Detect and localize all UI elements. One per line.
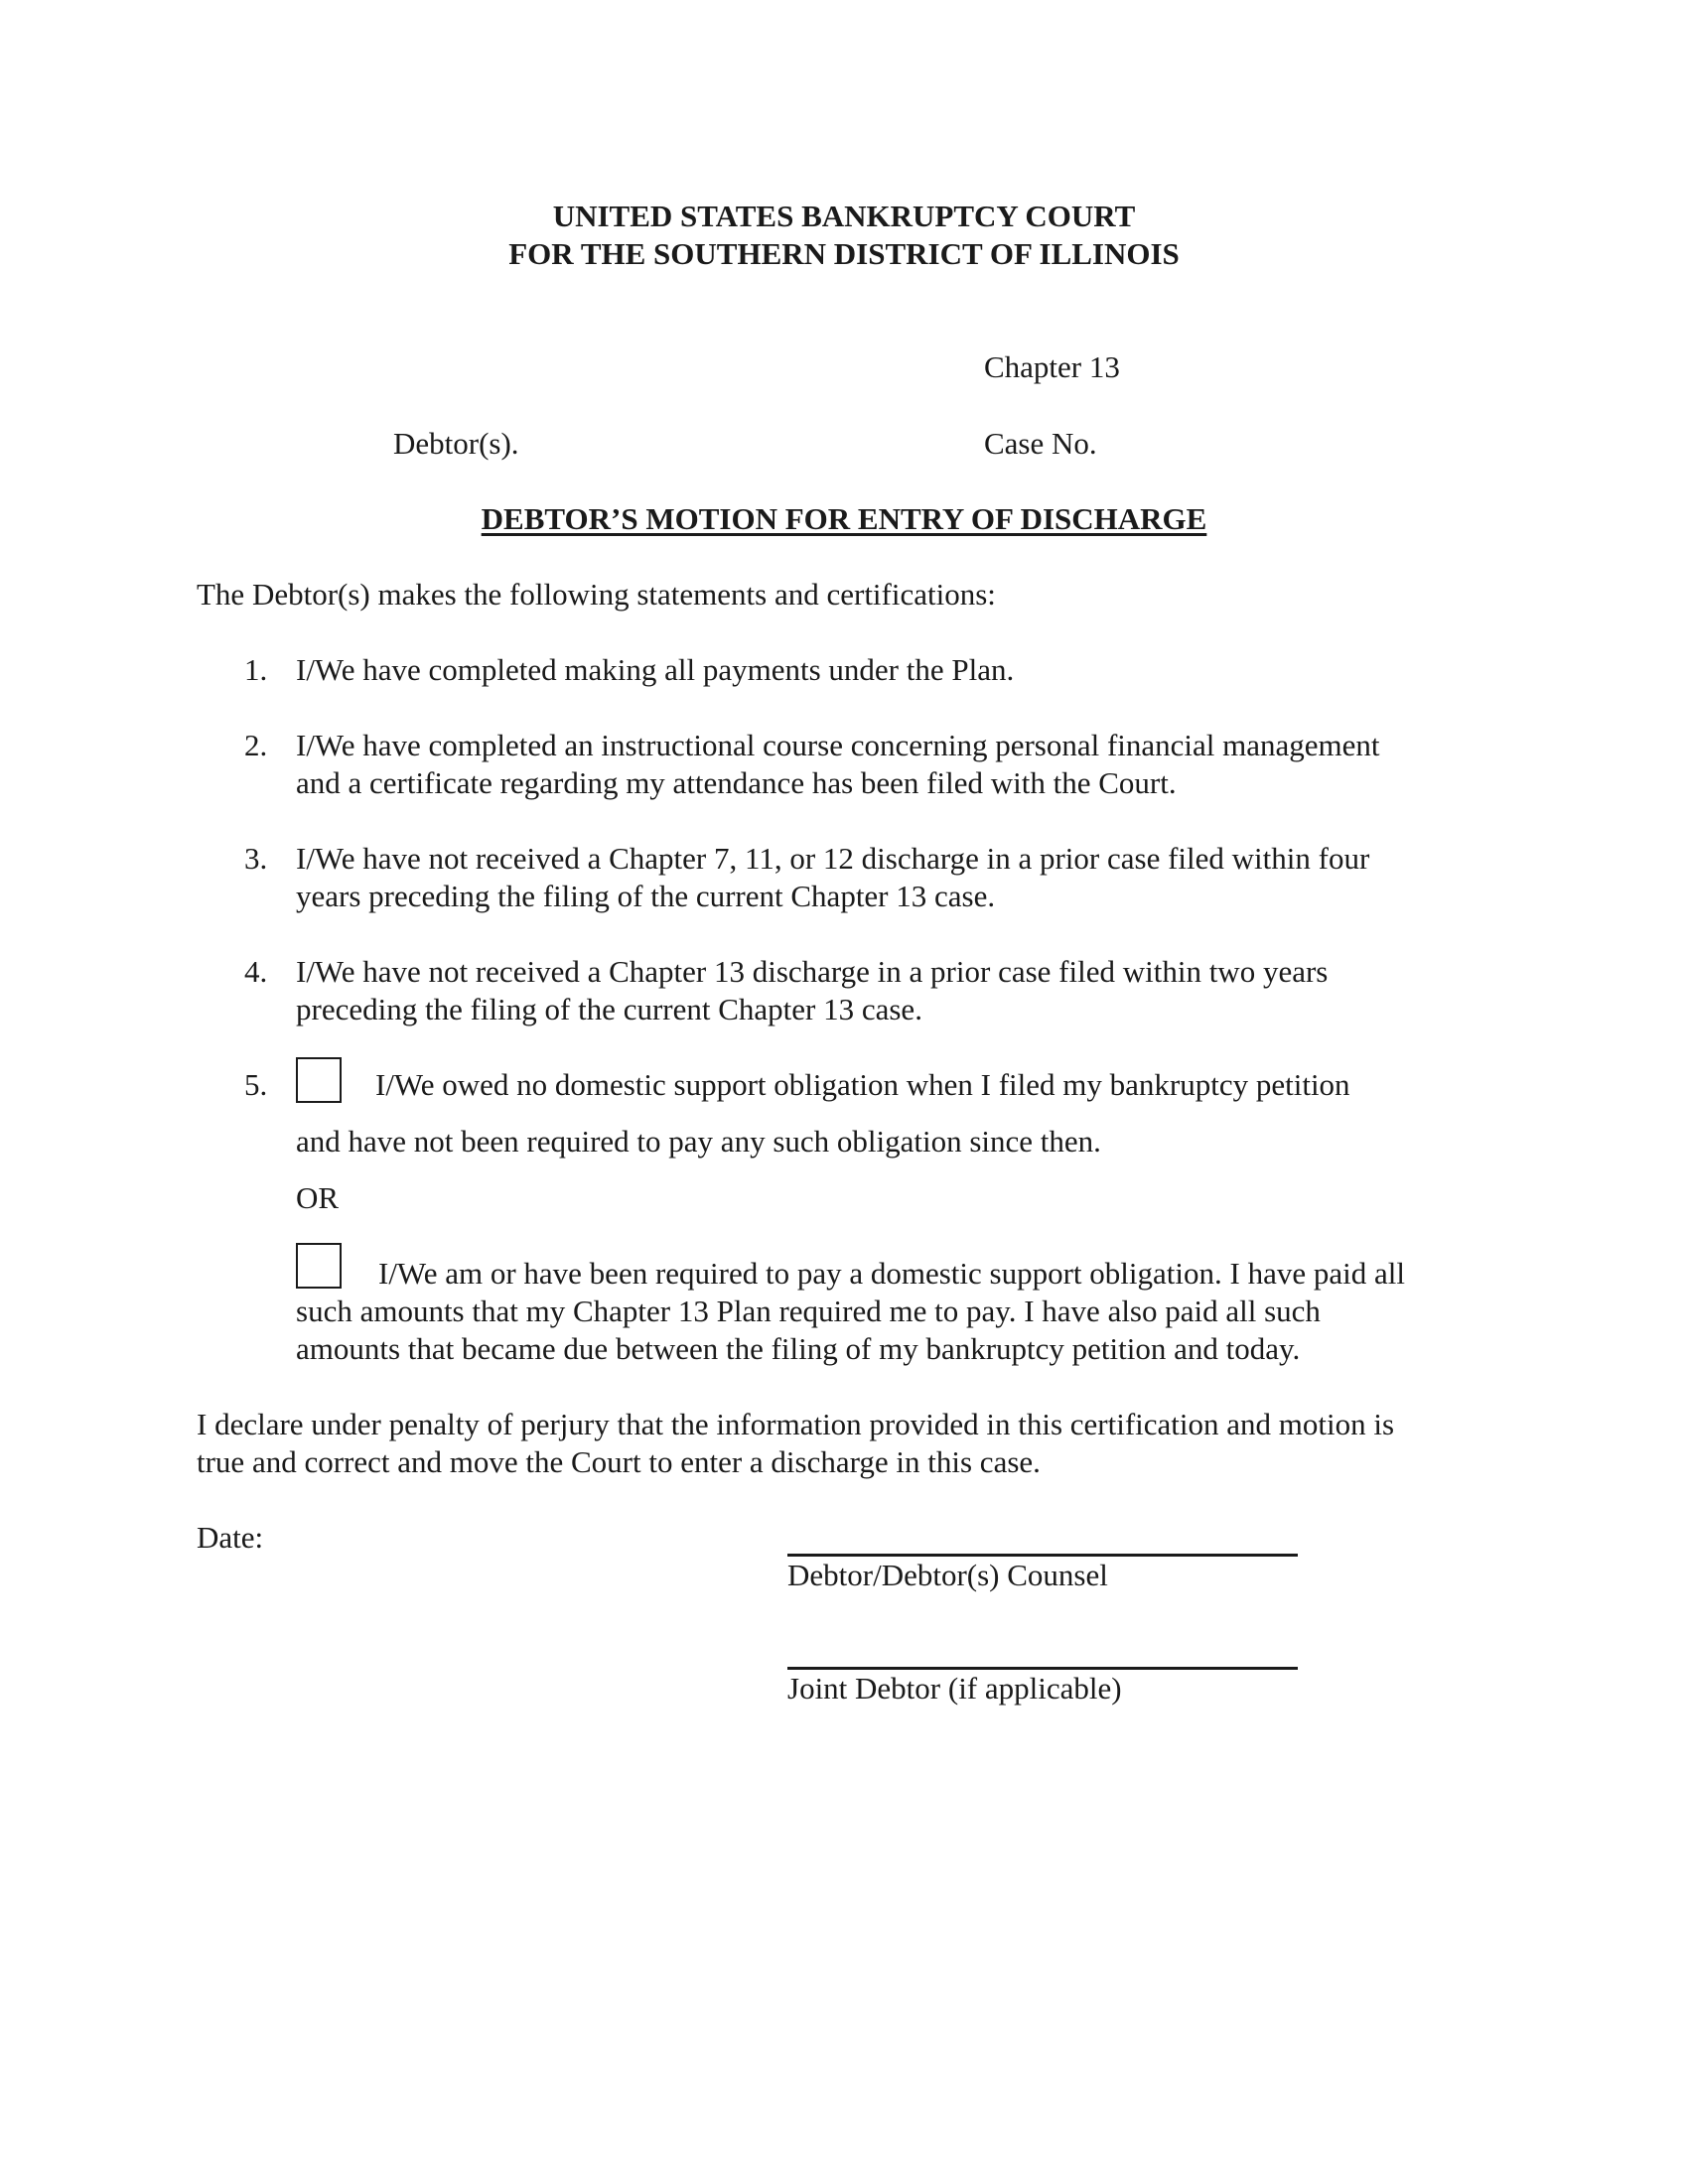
item-5-option-b-line3: amounts that became due between the filing of my bankruptcy petition and today. [296,1331,1301,1366]
declaration-line1: I declare under penalty of perjury that the information provided in this certification and motion is [197,1407,1395,1441]
item-4-text-line1: I/We have not received a Chapter 13 discharge in a prior case filed within two years [296,954,1329,989]
case-number-label: Case No. [984,426,1097,461]
debtor-label: Debtor(s). [393,426,519,461]
or-label: OR [296,1180,340,1215]
court-name-line2: FOR THE SOUTHERN DISTRICT OF ILLINOIS [508,236,1180,271]
item-3-text-line1: I/We have not received a Chapter 7, 11, or 12 discharge in a prior case filed within four [296,841,1370,876]
item-3-text-line2: years preceding the filing of the current Chapter 13 case. [296,879,996,913]
item-number-1: 1. [244,652,268,687]
item-number-4: 4. [244,954,268,989]
item-5-option-a-line2: and have not been required to pay any such obligation since then. [296,1124,1101,1159]
joint-debtor-signature-label: Joint Debtor (if applicable) [787,1671,1122,1706]
court-name-line1: UNITED STATES BANKRUPTCY COURT [552,199,1136,233]
counsel-signature-label: Debtor/Debtor(s) Counsel [787,1558,1108,1592]
chapter-label: Chapter 13 [984,349,1120,384]
motion-title: DEBTOR’S MOTION FOR ENTRY OF DISCHARGE [481,501,1207,536]
item-number-5: 5. [244,1067,268,1102]
item-number-2: 2. [244,728,268,762]
item-2-text-line2: and a certificate regarding my attendance has been filed with the Court. [296,765,1177,800]
declaration-line2: true and correct and move the Court to enter a discharge in this case. [197,1444,1041,1479]
item-number-3: 3. [244,841,268,876]
item-5-option-b-line2: such amounts that my Chapter 13 Plan required me to pay. I have also paid all such [296,1294,1321,1328]
paid-support-obligation-checkbox[interactable] [296,1243,342,1289]
item-5-option-b-line1: I/We am or have been required to pay a domestic support obligation. I have paid all [378,1256,1405,1291]
item-5-option-a-line1: I/We owed no domestic support obligation when I filed my bankruptcy petition [375,1067,1350,1102]
date-label: Date: [197,1520,264,1555]
item-4-text-line2: preceding the filing of the current Chapter 13 case. [296,992,922,1026]
item-1-text: I/We have completed making all payments under the Plan. [296,652,1015,687]
no-support-obligation-checkbox[interactable] [296,1057,342,1103]
intro-text: The Debtor(s) makes the following statements and certifications: [197,577,996,612]
item-2-text-line1: I/We have completed an instructional course concerning personal financial management [296,728,1380,762]
